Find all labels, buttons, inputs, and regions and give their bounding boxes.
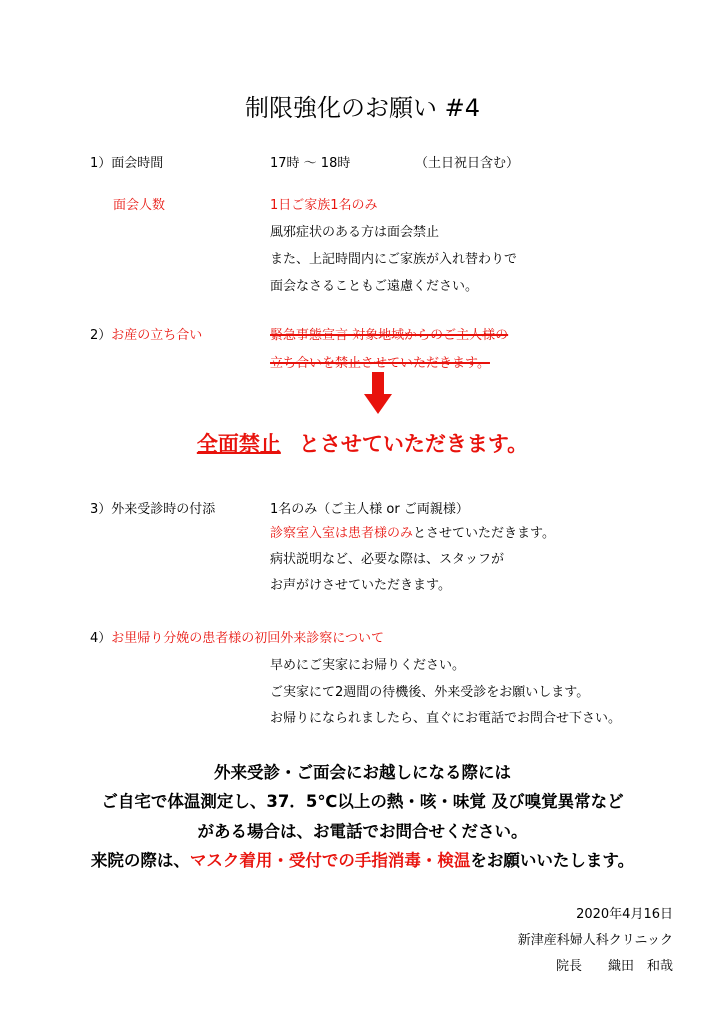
section2-label [90,324,202,343]
section1-line: 風邪症状のある方は面会禁止 [270,225,440,240]
exam-room-rule-rest: とさせていただきます。 [413,526,555,541]
section3-line: お声がけさせていただきます。 [270,578,451,593]
section3-label: 3）外来受診時の付添 [90,502,216,517]
full-ban-rest: とさせていただきます。 [298,432,529,456]
notice-line4-highlight: マスク着用・受付での手指消毒・検温 [189,851,471,870]
section2-number: 2） [90,328,112,343]
struck-line: 立ち合いを禁止させていただきます。 [270,356,490,371]
clinic-name: 新津産科婦人科クリニック [517,933,673,948]
notice-line [0,847,725,871]
notice-line: ご自宅で体温測定し、37．5℃以上の熱・咳・味覚 及び嗅覚異常など [101,792,624,811]
down-arrow-icon [364,372,392,416]
visiting-hours: 17時 〜 18時 [270,156,351,171]
page-title: 制限強化のお願い #4 [244,94,480,122]
notice-line: がある場合は、お電話でお問合せください。 [197,822,528,841]
section3-line: 1名のみ（ご主人様 or ご両親様） [270,502,469,517]
full-ban-statement [0,428,725,458]
section3-line [270,522,555,541]
director-name: 院長 織田 和哉 [555,959,673,974]
section4-number: 4） [90,631,112,646]
section4-title: お里帰り分娩の患者様の初回外来診察について [111,631,385,646]
notice-line4-start: 来院の際は、 [90,851,190,870]
notice-date: 2020年4月16日 [576,907,673,922]
section1-line: また、上記時間内にご家族が入れ替わりで [270,252,518,267]
visitor-count-value: 1日ご家族1名のみ [270,198,378,213]
section4-line: お帰りになられましたら、直ぐにお電話でお問合せ下さい。 [270,711,622,726]
section4-line: 早めにご実家にお帰りください。 [270,658,466,673]
exam-room-rule: 診察室入室は患者様のみ [270,526,414,541]
visiting-hours-note: （土日祝日含む） [415,156,520,171]
section2-title: お産の立ち合い [111,328,203,343]
section1-line: 面会なさることもご遠慮ください。 [270,279,479,294]
section3-line: 病状説明など、必要な際は、スタッフが [270,552,505,567]
section4-label [90,627,384,646]
notice-line: 外来受診・ご面会にお越しになる際には [214,763,511,782]
struck-line: 緊急事態宣言 対象地域からのご主人様の [270,328,509,343]
notice-line4-end: をお願いいたします。 [470,851,635,870]
section4-line: ご実家にて2週間の待機後、外来受診をお願いします。 [270,685,590,700]
full-ban-word: 全面禁止 [196,432,281,456]
visitor-count-label: 面会人数 [113,198,166,213]
section1-label: 1）面会時間 [90,156,164,171]
